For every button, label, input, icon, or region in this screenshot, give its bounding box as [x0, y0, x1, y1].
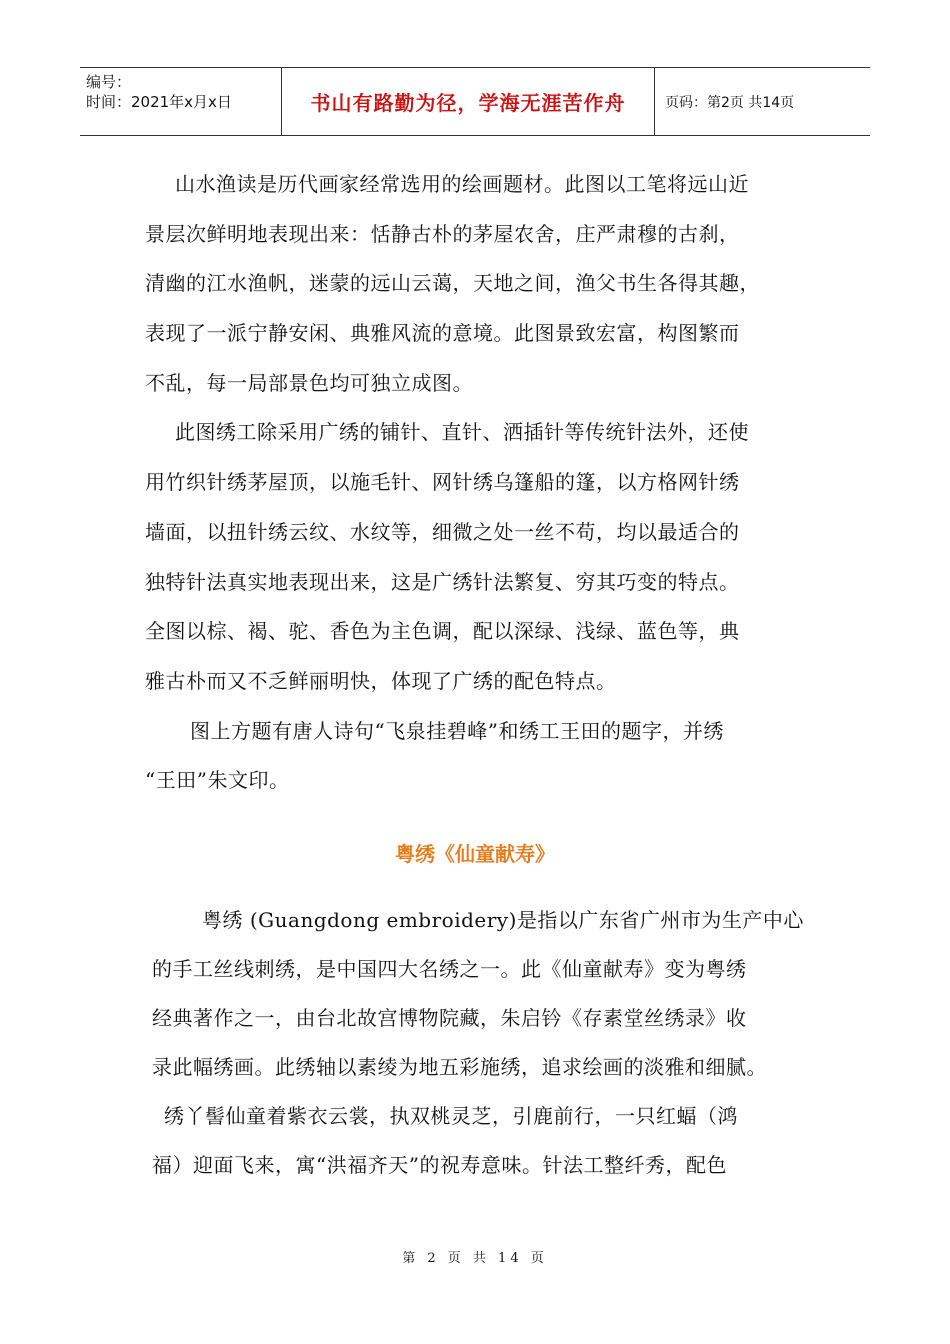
paragraph-line: 山水渔读是历代画家经常选用的绘画题材。此图以工笔将远山近 — [175, 172, 749, 196]
paragraph-line: 图上方题有唐人诗句“飞泉挂碧峰”和绣工王田的题字，并绣 — [190, 718, 724, 743]
time-label: 时间：2021年x月x日 — [86, 93, 232, 111]
motto-cell — [282, 68, 655, 135]
header-meta-cell — [80, 68, 282, 135]
paragraph-line: 表现了一派宁静安闲、典雅风流的意境。此图景致宏富，构图繁而 — [145, 321, 740, 346]
paragraph-line: 粤绣 (Guangdong embroidery)是指以广东省广州市为生产中心 — [202, 908, 804, 932]
page-footer: 第 2 页 共 14 页 — [402, 1251, 548, 1266]
paragraph-line: 绣丫髻仙童着紫衣云裳，执双桃灵芝，引鹿前行，一只红蝠（鸿 — [164, 1104, 738, 1128]
section1-body — [145, 160, 825, 806]
paragraph-line: 经典著作之一，由台北故宫博物院藏，朱启钤《存素堂丝绣录》收 — [152, 1006, 747, 1030]
paragraph-line: 不乱，每一局部景色均可独立成图。 — [145, 370, 473, 395]
section2-body — [152, 896, 842, 1190]
page-number-label: 页码：第2页 共14页 — [665, 94, 795, 111]
paragraph-line: 的手工丝线刺绣，是中国四大名绣之一。此《仙童献寿》变为粤绣 — [152, 957, 747, 981]
paragraph-line: 用竹织针绣茅屋顶，以施毛针、网针绣乌篷船的篷，以方格网针绣 — [145, 470, 740, 495]
paragraph-line: 墙面，以扭针绣云纹、水纹等，细微之处一丝不苟，均以最适合的 — [145, 519, 740, 544]
number-label: 编号： — [86, 73, 132, 91]
motto-text: 书山有路勤为径，学海无涯苦作舟 — [310, 91, 626, 115]
paragraph-line: 独特针法真实地表现出来，这是广绣针法繁复、穷其巧变的特点。 — [145, 569, 740, 594]
paragraph-line: 景层次鲜明地表现出来：恬静古朴的茅屋农舍，庄严肃穆的古刹， — [145, 221, 740, 246]
paragraph-line: 全图以棕、褐、驼、香色为主色调，配以深绿、浅绿、蓝色等，典 — [145, 619, 740, 644]
paragraph-line: 清幽的江水渔帆，迷蒙的远山云蔼，天地之间，渔父书生各得其趣， — [145, 271, 760, 296]
paragraph-line: 此图绣工除采用广绣的铺针、直针、洒插针等传统针法外，还使 — [175, 420, 749, 445]
paragraph-line: 福）迎面飞来，寓“洪福齐天”的祝寿意味。针法工整纤秀，配色 — [152, 1153, 727, 1177]
paragraph-line: “王田”朱文印。 — [145, 768, 290, 793]
paragraph-line: 雅古朴而又不乏鲜丽明快，体现了广绣的配色特点。 — [145, 668, 617, 693]
document-header — [80, 67, 870, 136]
section-title: 粤绣《仙童献寿》 — [395, 842, 555, 866]
paragraph-line: 录此幅绣画。此绣轴以素绫为地五彩施绣，追求绘画的淡雅和细腻。 — [152, 1055, 767, 1079]
page-number-cell — [655, 68, 870, 135]
